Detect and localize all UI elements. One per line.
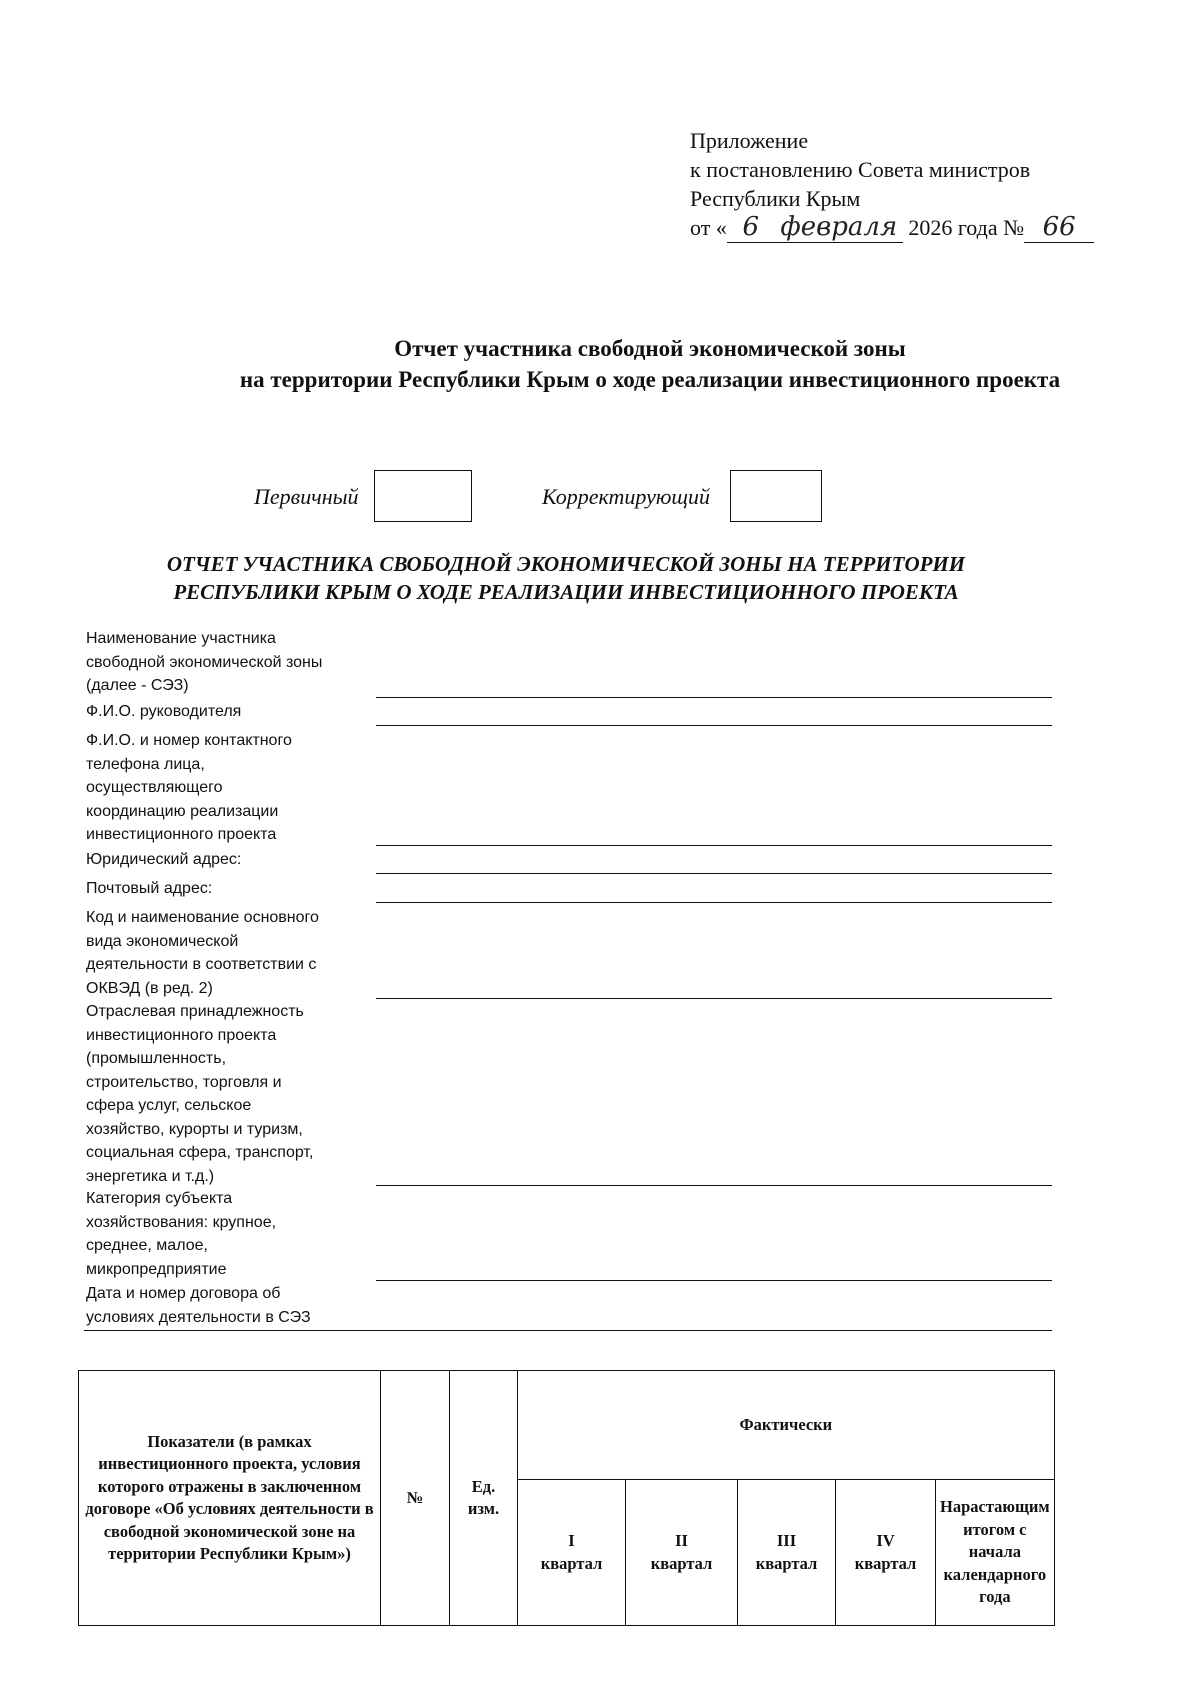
form-title-line-1: ОТЧЕТ УЧАСТНИКА СВОБОДНОЙ ЭКОНОМИЧЕСКОЙ ЗОНЫ НА ТЕРРИТОРИИ (166, 552, 966, 576)
corrective-checkbox[interactable] (730, 470, 822, 522)
business-category-input[interactable] (376, 1280, 1052, 1281)
appendix-date-number-line (690, 213, 1094, 243)
field-label-business-category: Категория субъекта хозяйствования: крупное, среднее, малое, микропредприятие (86, 1190, 277, 1278)
field-label-contract: Дата и номер договора об условиях деятельности в СЭЗ (86, 1285, 311, 1326)
report-title-line-2: на территории Республики Крым о ходе реализации инвестиционного проекта (239, 367, 1061, 392)
field-label-postal-address: Почтовый адрес: (86, 880, 213, 897)
field-label-contact-person: Ф.И.О. и номер контактного телефона лица, осуществляющего координацию реализации инвестиционного проекта (86, 732, 292, 843)
year-text: 2026 года № (908, 215, 1025, 240)
primary-checkbox[interactable] (374, 470, 472, 522)
field-label-industry: Отраслевая принадлежность инвестиционного проекта (промышленность, строительство, торговля и сфера услуг, сельское хозяйство, курорты и туризм, социальная сфера, транспорт, энергетика и т.д.) (86, 1003, 314, 1185)
field-label-director-name: Ф.И.О. руководителя (86, 703, 242, 720)
form-title (0, 550, 1132, 606)
director-name-input[interactable] (376, 725, 1052, 726)
number-header: № (381, 1371, 450, 1626)
contact-person-input[interactable] (376, 845, 1052, 846)
appendix-line-2: к постановлению Совета министров (690, 157, 1031, 182)
field-label-legal-address: Юридический адрес: (86, 851, 242, 868)
unit-header: Ед. изм. (450, 1371, 518, 1626)
date-prefix: от « (690, 215, 727, 240)
field-label-okved: Код и наименование основного вида экономической деятельности в соответствии с ОКВЭД (в ред. 2) (86, 909, 319, 997)
quarter-2-header: II квартал (626, 1480, 738, 1626)
date-day: 6 (727, 213, 775, 243)
appendix-line-3: Республики Крым (690, 186, 861, 211)
legal-address-input[interactable] (376, 873, 1052, 874)
primary-label: Первичный (254, 484, 359, 509)
actual-header: Фактически (518, 1371, 1055, 1480)
quarter-1-header: I квартал (518, 1480, 626, 1626)
date-month: февраля (775, 213, 903, 243)
postal-address-input[interactable] (376, 902, 1052, 903)
appendix-line-1: Приложение (690, 128, 809, 153)
report-title-line-1: Отчет участника свободной экономической зоны (394, 336, 906, 361)
quarter-3-header: III квартал (738, 1480, 836, 1626)
indicators-table (78, 1370, 1055, 1626)
participant-name-input[interactable] (376, 697, 1052, 698)
industry-input[interactable] (376, 1185, 1052, 1186)
corrective-label: Корректирующий (542, 484, 711, 509)
form-title-line-2: РЕСПУБЛИКИ КРЫМ О ХОДЕ РЕАЛИЗАЦИИ ИНВЕСТИЦИОННОГО ПРОЕКТА (173, 580, 959, 604)
cumulative-header: Нарастающим итогом с начала календарного года (936, 1480, 1055, 1626)
resolution-number: 66 (1024, 213, 1094, 243)
contract-input[interactable] (84, 1330, 1052, 1331)
appendix-block (690, 126, 1094, 243)
report-title (0, 333, 1200, 395)
quarter-4-header: IV квартал (836, 1480, 936, 1626)
field-label-participant-name: Наименование участника свободной экономической зоны (далее - СЭЗ) (86, 630, 323, 694)
indicators-header: Показатели (в рамках инвестиционного проекта, условия которого отражены в заключенном договоре «Об условиях деятельности в свободной экономической зоне на территории Республики Крым») (79, 1371, 381, 1626)
okved-input[interactable] (376, 998, 1052, 999)
